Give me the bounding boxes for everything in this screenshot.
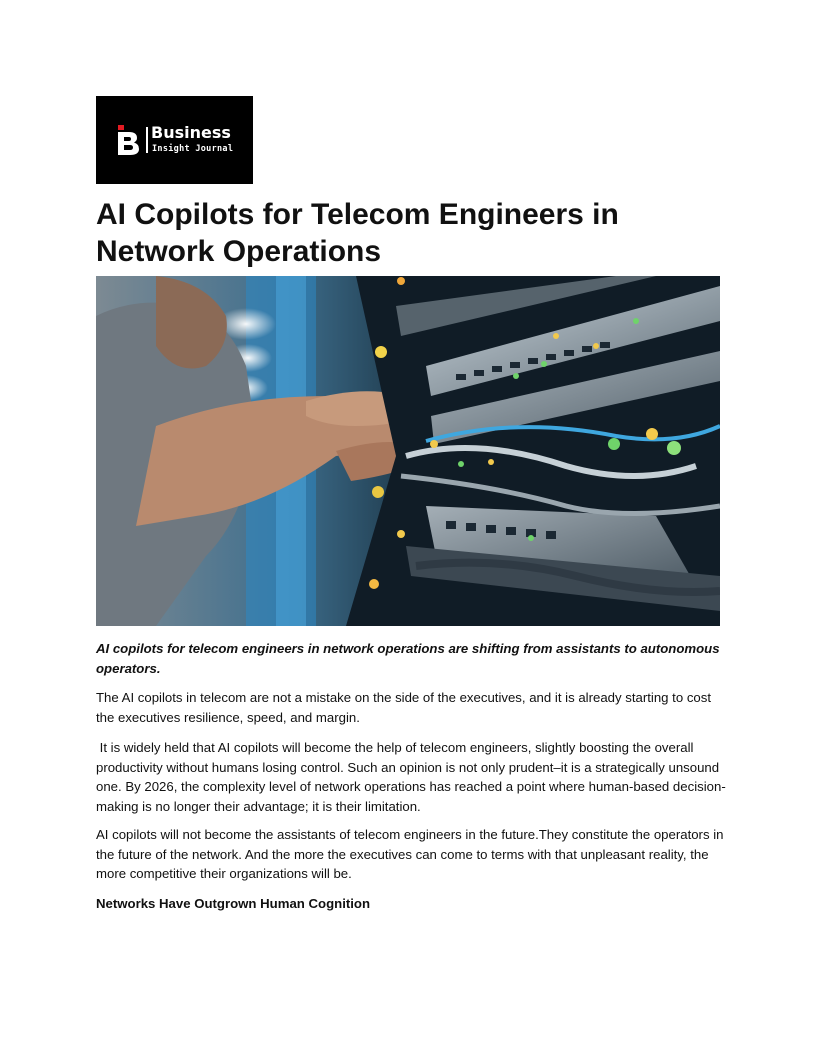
- logo-b-mark-icon: [118, 125, 142, 155]
- paragraph: The AI copilots in telecom are not a mistake on the side of the executives, and it is already starting to cost the executives resilience, speed, and margin.: [96, 690, 712, 725]
- paragraph: It is widely held that AI copilots will become the help of telecom engineers, slightly boosting the overall productivity without humans losing control. Such an opinion is not only prudent–it is a strategically unsound one. By 2026, the complexity level of network operations has reached a point where human-based decision-making is no longer their advantage; it is their limitation.: [96, 740, 726, 814]
- server-rack-photo-icon: [96, 276, 720, 626]
- section-heading: Networks Have Outgrown Human Cognition: [96, 896, 371, 911]
- logo-divider: [146, 127, 148, 153]
- logo-tagline: Insight Journal: [152, 144, 234, 154]
- paragraph: AI copilots will not become the assistants of telecom engineers in the future.They constitute the operators in the future of the network. And the more the executives can come to terms with that unpleasant reality, the more competitive their organizations will be.: [96, 827, 724, 881]
- article-title: AI Copilots for Telecom Engineers in Network Operations: [96, 198, 619, 268]
- image-caption: AI copilots for telecom engineers in network operations are shifting from assistants to autonomous operators.: [96, 641, 720, 676]
- logo-wordmark: Business: [151, 123, 231, 142]
- hero-image: [96, 276, 720, 626]
- brand-logo: [96, 96, 253, 184]
